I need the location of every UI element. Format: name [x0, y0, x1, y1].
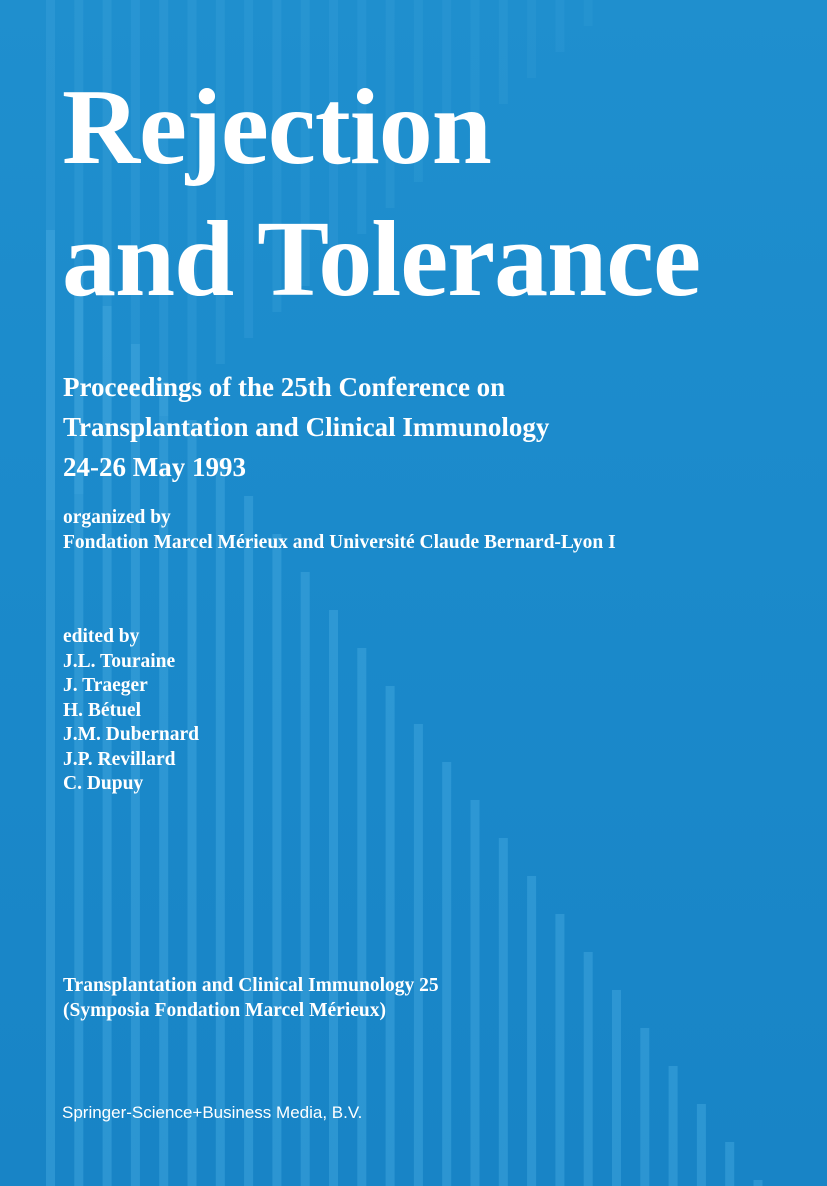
- subtitle-line-1: Proceedings of the 25th Conference on: [63, 372, 506, 402]
- background-stripe: [584, 952, 593, 1186]
- background-stripe: [499, 838, 508, 1186]
- book-subtitle: [63, 367, 549, 487]
- publisher-name: Springer-Science+Business Media, B.V.: [62, 1103, 363, 1122]
- background-stripe: [555, 0, 564, 52]
- background-stripe: [725, 1142, 734, 1186]
- series-block: [63, 973, 439, 1023]
- conference-dates: 24-26 May 1993: [63, 452, 246, 482]
- background-stripe: [216, 458, 225, 1186]
- organizers-names: Fondation Marcel Mérieux and Université Claude Bernard-Lyon I: [63, 532, 616, 553]
- editor-name: J.L. Touraine: [63, 650, 176, 672]
- background-stripe: [555, 914, 564, 1186]
- title-line-1: Rejection: [62, 68, 491, 187]
- title-line-2: and Tolerance: [62, 200, 701, 319]
- editors-label: edited by: [63, 626, 140, 647]
- organizers-block: [63, 505, 616, 555]
- background-stripe: [329, 610, 338, 1186]
- editor-name: J.M. Dubernard: [63, 724, 199, 745]
- background-stripe: [46, 230, 55, 1186]
- background-stripe: [414, 724, 423, 1186]
- background-stripe: [386, 686, 395, 1186]
- background-stripe: [471, 800, 480, 1186]
- editor-name: J. Traeger: [63, 675, 148, 696]
- background-stripe: [697, 1104, 706, 1186]
- background-stripe: [640, 1028, 649, 1186]
- organizers-label: organized by: [63, 507, 171, 528]
- background-stripe: [442, 762, 451, 1186]
- editor-name: J.P. Revillard: [63, 748, 176, 770]
- editor-name: C. Dupuy: [63, 773, 144, 794]
- series-title: Transplantation and Clinical Immunology 25: [63, 975, 439, 996]
- background-stripe: [301, 572, 310, 1186]
- background-stripe: [612, 990, 621, 1186]
- background-stripe: [272, 534, 281, 1186]
- editor-name: H. Bétuel: [63, 699, 141, 721]
- series-subtitle: (Symposia Fondation Marcel Mérieux): [63, 1000, 386, 1021]
- background-stripe: [669, 1066, 678, 1186]
- background-stripe: [584, 0, 593, 26]
- subtitle-line-2: Transplantation and Clinical Immunology: [63, 412, 550, 442]
- background-stripe: [244, 496, 253, 1186]
- editors-block: [63, 625, 199, 797]
- background-stripe: [527, 876, 536, 1186]
- book-title: [62, 62, 700, 326]
- background-stripe: [754, 1180, 763, 1186]
